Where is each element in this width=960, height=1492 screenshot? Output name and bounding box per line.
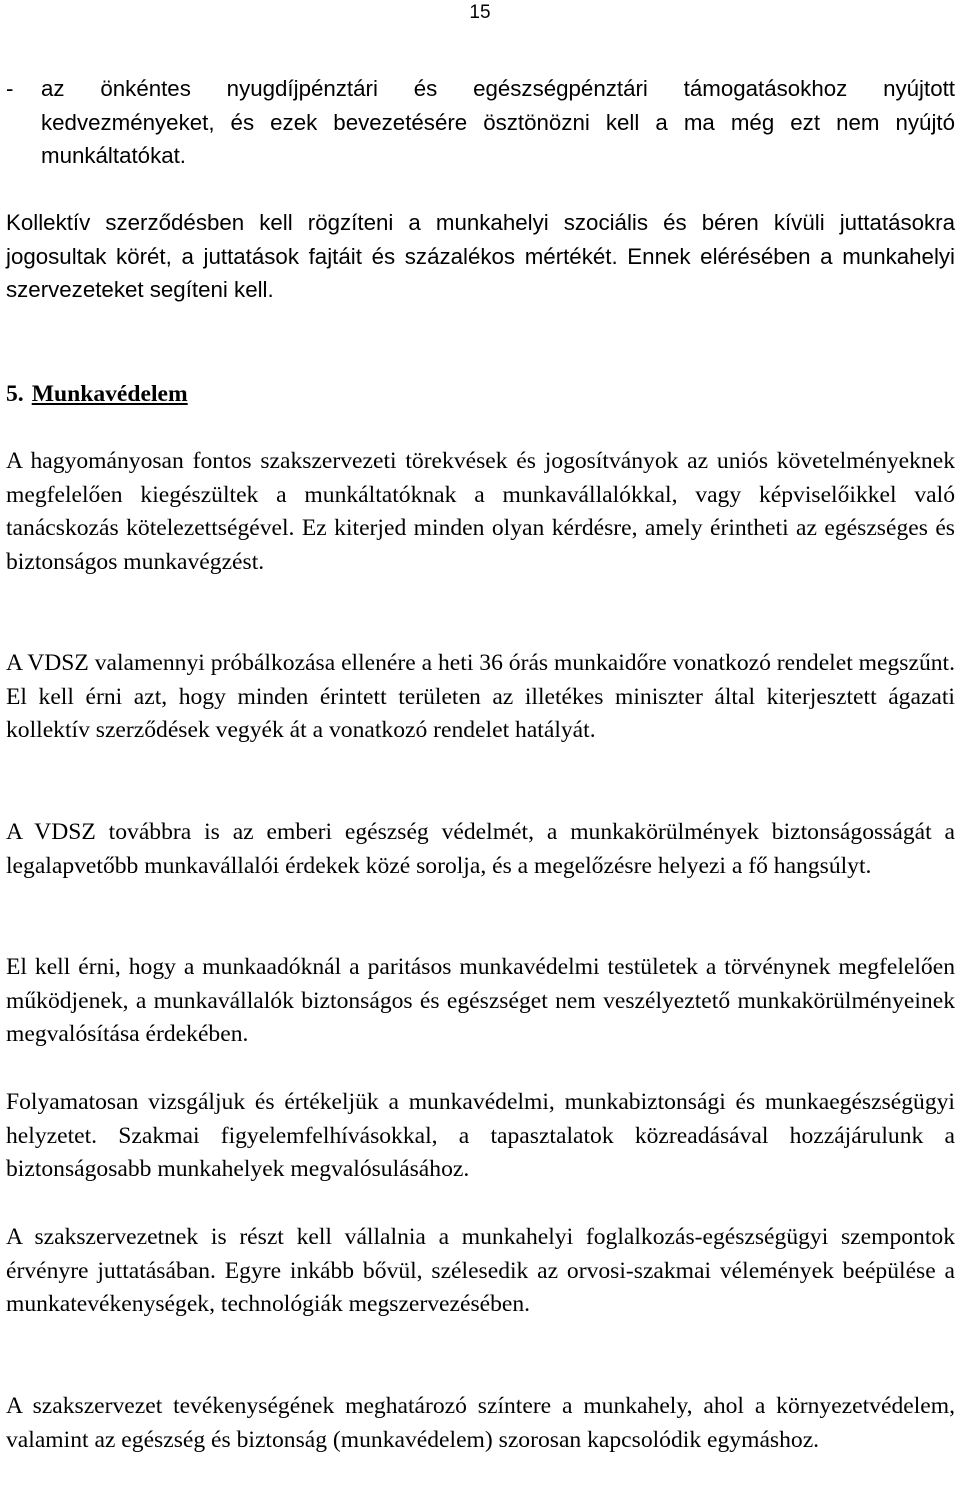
section-heading <box>6 378 188 412</box>
body-paragraph: A hagyományosan fontos szakszervezeti törekvések és jogosítványok az uniós követelményeknek megfelelően kiegészültek a munkáltatóknak a munkavállalókkal, vagy képviselőikkel való tanácskozás kötelezettségével. Ez kiterjed minden olyan kérdésre, amely érintheti az egészséges és biztonságos munkavégzést. <box>6 448 955 576</box>
bullet-item <box>6 72 955 173</box>
bullet-marker: - <box>6 76 14 101</box>
body-paragraph: Folyamatosan vizsgáljuk és értékeljük a munkavédelmi, munkabiztonsági és munkaegészségügyi helyzetet. Szakmai figyelemfelhívásokkal, a tapasztalatok közreadásával hozzájárulunk a biztonságosabb munkahelyek megvalósulásához. <box>6 1089 955 1183</box>
body-paragraph: A szakszervezetnek is részt kell vállalnia a munkahelyi foglalkozás-egészségügyi szempontok érvényre juttatásában. Egyre inkább bővül, szélesedik az orvosi-szakmai vélemények beépülése a munkatevékenységek, technológiák megszervezésében. <box>6 1224 955 1318</box>
body-paragraph: A VDSZ továbbra is az emberi egészség védelmét, a munkakörülmények biztonságosságát a legalapvetőbb munkavállalói érdekek közé sorolja, és a megelőzésre helyezi a fő hangsúlyt. <box>6 819 955 879</box>
intro-paragraph: Kollektív szerződésben kell rögzíteni a munkahelyi szociális és béren kívüli juttatásokra jogosultak körét, a juttatások fajtáit és százalékos mértékét. Ennek elérésében a munkahelyi szervezeteket segíteni kell. <box>6 210 955 303</box>
body-paragraph: A VDSZ valamennyi próbálkozása ellenére a heti 36 órás munkaidőre vonatkozó rendelet megszűnt. El kell érni azt, hogy minden érintett területen az illetékes miniszter által kiterjesztett ágazati kollektív szerződések vegyék át a vonatkozó rendelet hatályát. <box>6 650 955 744</box>
body-paragraph: A szakszervezet tevékenységének meghatározó színtere a munkahely, ahol a környezetvédelem, valamint az egészség és biztonság (munkavédelem) szorosan kapcsolódik egymáshoz. <box>6 1393 955 1453</box>
section-title: Munkavédelem <box>31 381 188 407</box>
bullet-text: az önkéntes nyugdíjpénztári és egészségpénztári támogatásokhoz nyújtott kedvezményeket, és ezek bevezetésére ösztönözni kell a ma még ezt nem nyújtó munkáltatókat. <box>41 76 955 169</box>
section-number: 5. <box>6 381 24 407</box>
page-number: 15 <box>469 2 491 23</box>
body-paragraph: El kell érni, hogy a munkaadóknál a paritásos munkavédelmi testületek a törvénynek megfelelően működjenek, a munkavállalók biztonságos és egészséget nem veszélyeztető munkakörülményeinek megvalósítása érdekében. <box>6 954 955 1048</box>
